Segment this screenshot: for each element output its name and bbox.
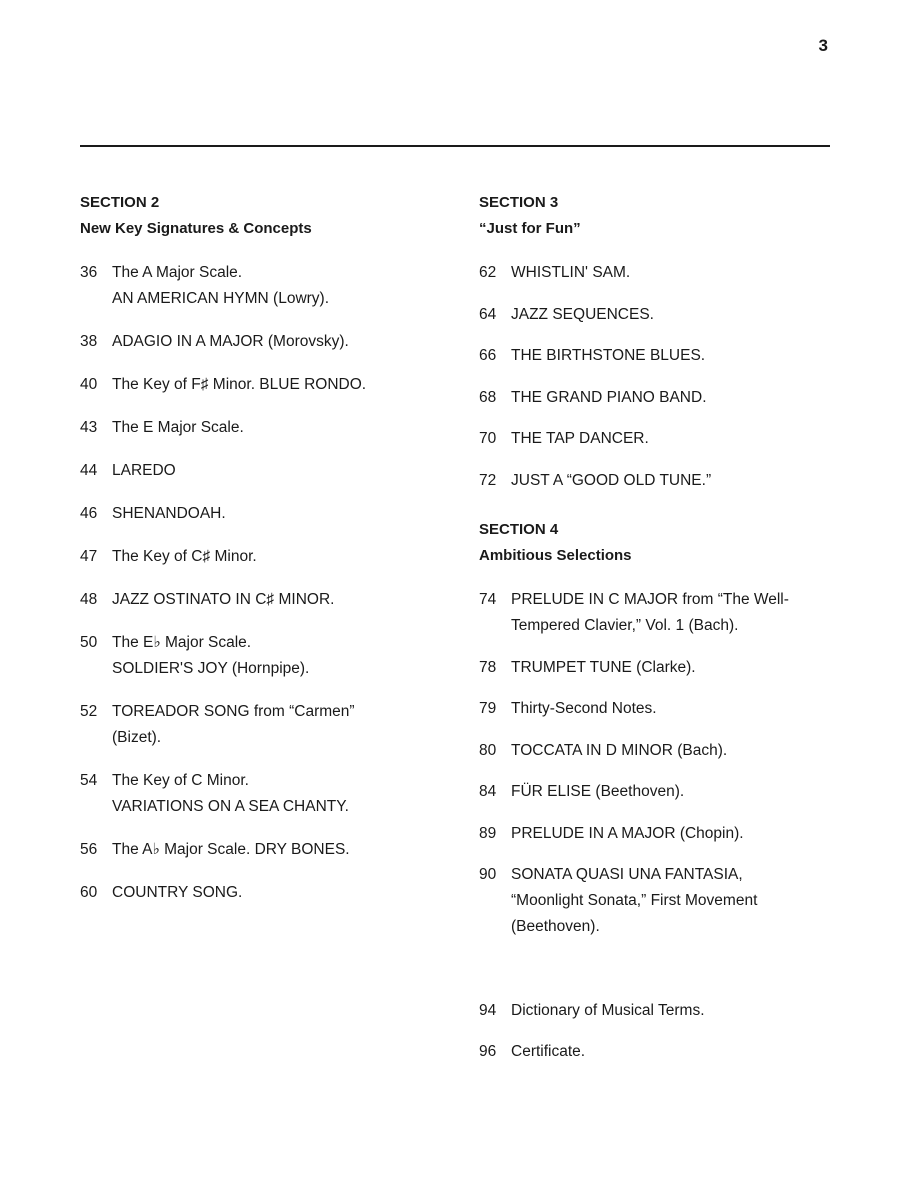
toc-entry bbox=[479, 696, 829, 722]
toc-entry bbox=[80, 415, 460, 441]
section-2-subtitle: New Key Signatures & Concepts bbox=[80, 220, 312, 237]
toc-entry bbox=[479, 998, 829, 1024]
toc-entry-title: SHENANDOAH. bbox=[112, 505, 226, 522]
back-matter-entries bbox=[479, 998, 829, 1066]
section-2-title: SECTION 2 bbox=[80, 194, 160, 211]
toc-entry-title: WHISTLIN' SAM. bbox=[511, 264, 631, 281]
toc-entry-title: THE BIRTHSTONE BLUES. bbox=[511, 347, 706, 364]
toc-entry-title: The Key of C Minor. VARIATIONS ON A SEA CHANTY. bbox=[112, 772, 349, 815]
toc-entry bbox=[479, 343, 829, 369]
toc-entry-title: TOCCATA IN D MINOR (Bach). bbox=[511, 741, 728, 759]
toc-page-number: 36 bbox=[80, 264, 98, 281]
toc-entry bbox=[80, 329, 460, 355]
toc-entry bbox=[80, 544, 460, 570]
toc-entry-title: The A♭ Major Scale. DRY BONES. bbox=[112, 841, 350, 858]
toc-entry bbox=[80, 260, 460, 312]
back-matter-spacer bbox=[479, 956, 829, 998]
toc-page-number: 70 bbox=[479, 430, 497, 447]
toc-entry bbox=[479, 821, 829, 847]
toc-entry bbox=[80, 458, 460, 484]
toc-entry-title: THE TAP DANCER. bbox=[511, 430, 649, 447]
toc-entry-title: The Key of C♯ Minor. bbox=[112, 548, 257, 565]
section-4-subtitle: Ambitious Selections bbox=[479, 547, 632, 564]
toc-entry bbox=[80, 587, 460, 613]
toc-page-number: 74 bbox=[479, 591, 497, 608]
toc-entry-title: LAREDO bbox=[112, 462, 176, 479]
toc-column-left bbox=[80, 190, 460, 923]
toc-entry bbox=[479, 468, 829, 494]
toc-page-number: 64 bbox=[479, 305, 497, 323]
toc-entry-title: ADAGIO IN A MAJOR (Morovsky). bbox=[112, 333, 349, 350]
toc-page-number: 96 bbox=[479, 1043, 497, 1060]
toc-entry-title: The E♭ Major Scale. SOLDIER'S JOY (Hornpipe). bbox=[112, 634, 310, 677]
toc-page-number: 52 bbox=[80, 703, 98, 720]
section-3-entries bbox=[479, 260, 829, 494]
toc-entry-title: The A Major Scale. AN AMERICAN HYMN (Lowry). bbox=[112, 264, 330, 307]
section-4-entries bbox=[479, 587, 829, 940]
toc-page-number: 47 bbox=[80, 548, 98, 565]
section-spacer bbox=[479, 509, 829, 517]
toc-page-number: 40 bbox=[80, 376, 98, 393]
toc-page-number: 56 bbox=[80, 841, 98, 858]
toc-entry bbox=[479, 779, 829, 805]
toc-page-number: 72 bbox=[479, 471, 497, 489]
toc-page-number: 68 bbox=[479, 388, 497, 406]
section-3-subtitle: “Just for Fun” bbox=[479, 220, 581, 237]
toc-page-number: 38 bbox=[80, 333, 98, 350]
toc-page-number: 66 bbox=[479, 347, 497, 364]
toc-entry bbox=[479, 260, 829, 286]
toc-entry bbox=[80, 501, 460, 527]
toc-entry bbox=[479, 426, 829, 452]
toc-entry-title: Certificate. bbox=[511, 1043, 586, 1060]
toc-page-number: 94 bbox=[479, 1001, 497, 1019]
toc-entry bbox=[479, 862, 829, 940]
toc-entry bbox=[479, 587, 829, 639]
toc-entry bbox=[80, 880, 460, 906]
toc-entry-title: JUST A “GOOD OLD TUNE.” bbox=[511, 471, 712, 489]
toc-entry-title: THE GRAND PIANO BAND. bbox=[511, 388, 707, 406]
toc-entry-title: TRUMPET TUNE (Clarke). bbox=[511, 658, 696, 676]
toc-entry bbox=[479, 302, 829, 328]
toc-entry-title: PRELUDE IN C MAJOR from “The Well- Tempered Clavier,” Vol. 1 (Bach). bbox=[511, 591, 789, 634]
toc-entry-title: PRELUDE IN A MAJOR (Chopin). bbox=[511, 824, 744, 842]
toc-page-number: 50 bbox=[80, 634, 98, 651]
toc-entry bbox=[80, 630, 460, 682]
toc-page-number: 46 bbox=[80, 505, 98, 522]
toc-page-number: 79 bbox=[479, 700, 497, 717]
section-4-title: SECTION 4 bbox=[479, 521, 559, 538]
toc-page-number: 89 bbox=[479, 824, 497, 842]
toc-entry-title: JAZZ SEQUENCES. bbox=[511, 305, 654, 323]
toc-entry-title: The Key of F♯ Minor. BLUE RONDO. bbox=[112, 376, 367, 393]
section-3-title: SECTION 3 bbox=[479, 194, 559, 211]
toc-page-number: 48 bbox=[80, 591, 98, 608]
toc-entry bbox=[479, 1039, 829, 1065]
toc-entry-title: FÜR ELISE (Beethoven). bbox=[511, 783, 685, 800]
toc-entry bbox=[479, 655, 829, 681]
toc-page-number: 84 bbox=[479, 783, 497, 800]
toc-page-number: 54 bbox=[80, 772, 98, 789]
toc-entry bbox=[80, 699, 460, 751]
toc-entry bbox=[80, 768, 460, 820]
header-divider bbox=[80, 145, 830, 147]
toc-page-number: 78 bbox=[479, 658, 497, 676]
toc-entry-title: TOREADOR SONG from “Carmen” (Bizet). bbox=[112, 703, 355, 746]
toc-entry-title: Dictionary of Musical Terms. bbox=[511, 1001, 705, 1019]
toc-entry bbox=[479, 738, 829, 764]
toc-page-number: 80 bbox=[479, 741, 497, 759]
toc-entry-title: SONATA QUASI UNA FANTASIA, “Moonlight Sonata,” First Movement (Beethoven). bbox=[511, 866, 758, 935]
section-2-entries bbox=[80, 260, 460, 906]
toc-page-number: 44 bbox=[80, 462, 98, 479]
toc-page-number: 90 bbox=[479, 866, 497, 883]
toc-page-number: 60 bbox=[80, 884, 98, 901]
toc-entry bbox=[479, 385, 829, 411]
toc-entry bbox=[80, 837, 460, 863]
page-number: 3 bbox=[818, 36, 828, 55]
toc-entry-title: COUNTRY SONG. bbox=[112, 884, 243, 901]
toc-page-number: 62 bbox=[479, 264, 497, 281]
toc-page-number: 43 bbox=[80, 419, 98, 436]
toc-column-right bbox=[479, 190, 829, 1081]
toc-entry-title: Thirty-Second Notes. bbox=[511, 700, 657, 717]
toc-entry-title: JAZZ OSTINATO IN C♯ MINOR. bbox=[112, 591, 335, 608]
toc-entry-title: The E Major Scale. bbox=[112, 419, 244, 436]
toc-entry bbox=[80, 372, 460, 398]
